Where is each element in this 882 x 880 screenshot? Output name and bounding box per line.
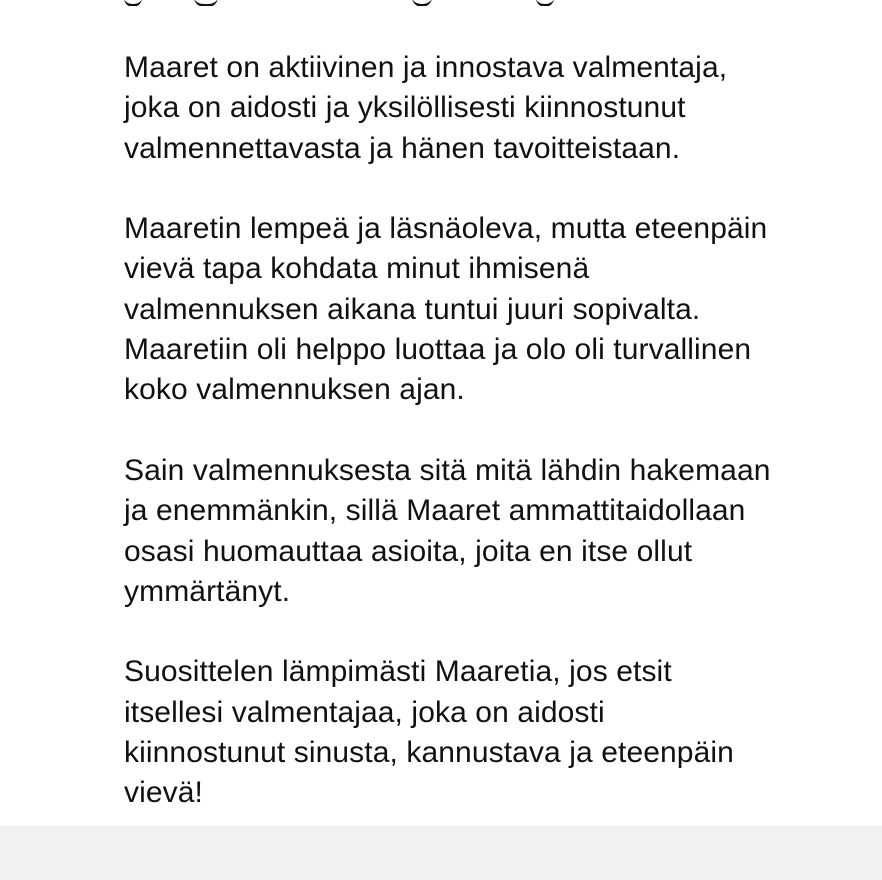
clipped-previous-text — [124, 0, 644, 6]
clipped-glyph — [124, 0, 142, 6]
clipped-glyph — [412, 0, 432, 6]
bottom-bar — [0, 826, 882, 880]
clipped-text-descenders — [124, 0, 554, 6]
message-paragraph: Suosittelen lämpimästi Maaretia, jos etsit itsellesi valmentajaa, joka on aidosti kiinnostunut sinusta, kannustava ja eteenpäin vievä! — [124, 655, 734, 810]
message-paragraph: Maaret on aktiivinen ja innostava valmentaja, joka on aidosti ja yksilöllisesti kiinnostunut valmennettavasta ja hänen tavoitteistaan. — [124, 51, 728, 165]
message-paragraph: Sain valmennuksesta sitä mitä lähdin hakemaan ja enemmänkin, sillä Maaret ammattitaidollaan osasi huomauttaa asioita, joita en itse ollut ymmärtänyt. — [124, 453, 771, 608]
clipped-glyph — [536, 0, 554, 6]
message-paragraph: Maaretin lempeä ja läsnäoleva, mutta eteenpäin vievä tapa kohdata minut ihmisenä valmennuksen aikana tuntui juuri sopivalta. Maaretiin oli helppo luottaa ja olo oli turvallinen koko valmennuksen ajan. — [124, 212, 768, 407]
clipped-glyph — [194, 0, 218, 6]
message-body — [124, 48, 864, 814]
